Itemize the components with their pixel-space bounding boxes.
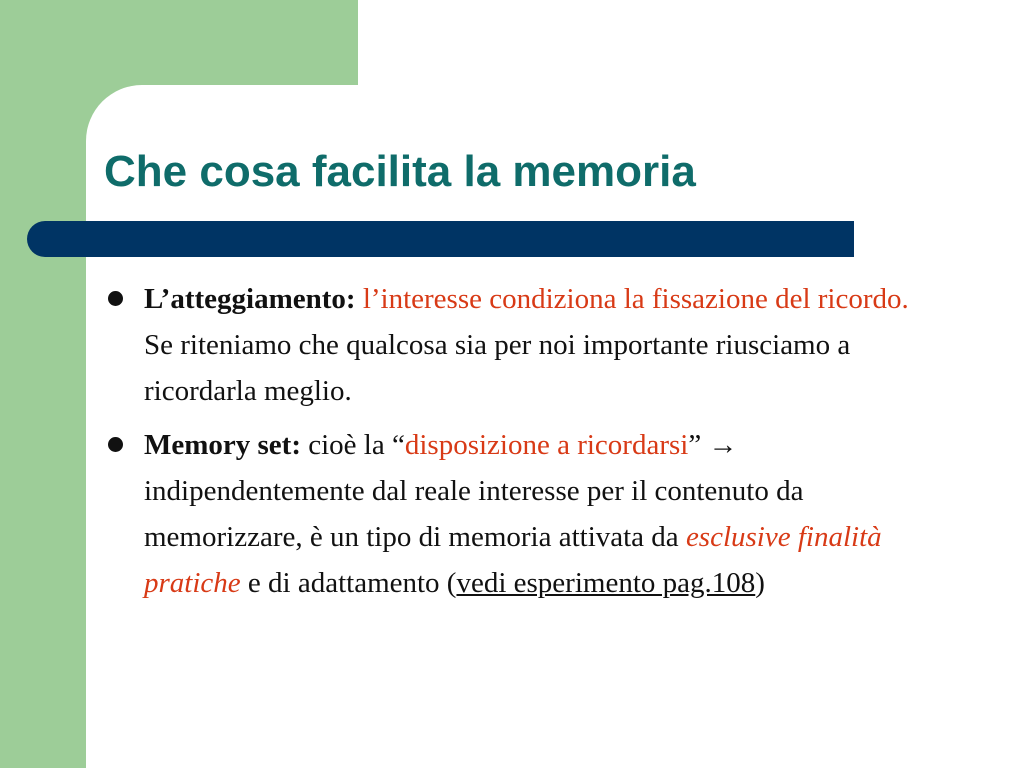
bullet-text: e di adattamento ( (247, 567, 457, 599)
highlighted-phrase: l’interesse condiziona la fissazione del ricordo. (362, 283, 909, 315)
bullet-text: ” → indipendentemente dal reale interesse per il contenuto da memorizzare, è un tipo di memoria attivata da (144, 429, 804, 553)
bullet-dot-icon (108, 437, 123, 452)
bullet-list (104, 276, 944, 614)
title-underline-bar (27, 221, 854, 257)
slide-title: Che cosa facilita la memoria (104, 147, 696, 196)
bullet-dot-icon (108, 291, 123, 306)
bullet-item-memory-set (104, 422, 944, 606)
bullet-text: ) (755, 567, 765, 599)
bullet-item-atteggiamento (104, 276, 944, 414)
experiment-reference-link[interactable]: vedi esperimento pag.108 (456, 567, 756, 599)
bullet-label: L’atteggiamento: (144, 283, 356, 315)
bullet-text: Se riteniamo che qualcosa sia per noi importante riusciamo a ricordarla meglio. (144, 329, 851, 407)
bullet-label: Memory set: (144, 429, 301, 461)
bullet-text: cioè la “ (308, 429, 405, 461)
italic-highlighted-phrase: esclusive finalità pratiche (144, 521, 882, 599)
highlighted-phrase: disposizione a ricordarsi (404, 429, 689, 461)
